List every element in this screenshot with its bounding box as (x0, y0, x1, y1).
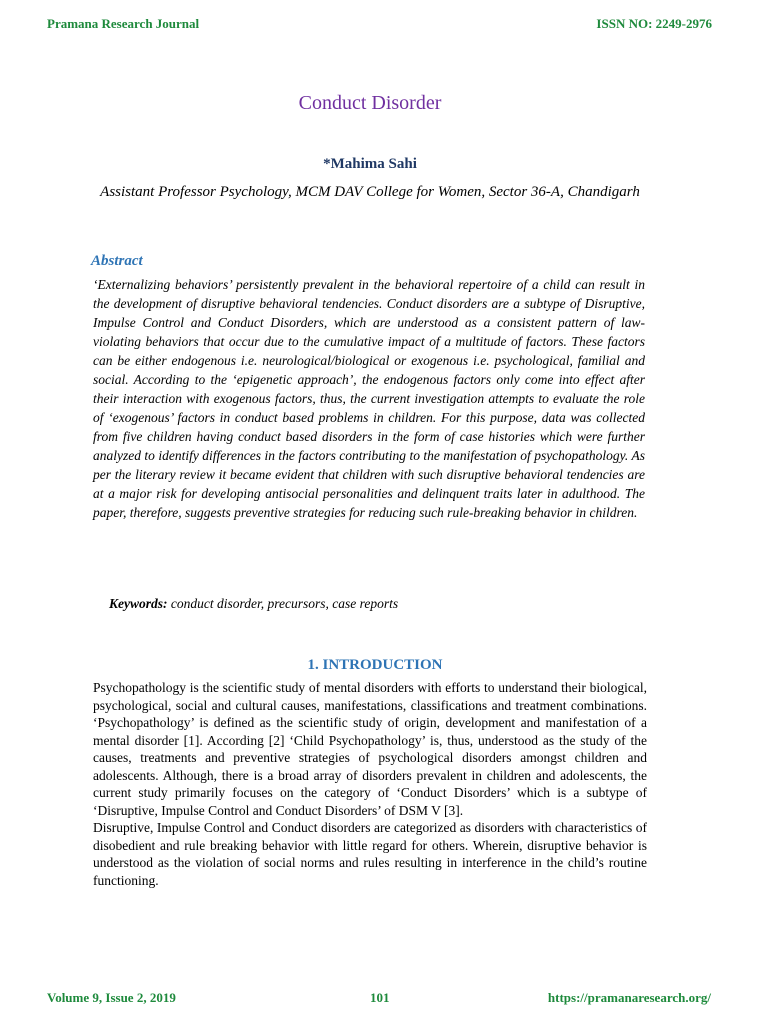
keywords-label: Keywords: (109, 596, 168, 611)
paper-title: Conduct Disorder (298, 92, 442, 114)
author-affiliation: Assistant Professor Psychology, MCM DAV College for Women, Sector 36-A, Chandigarh (100, 184, 640, 200)
abstract-heading: Abstract (91, 253, 143, 269)
intro-paragraph-2: Disruptive, Impulse Control and Conduct disorders are categorized as disorders with characteristics of disobedient and rule breaking behavior with little regard for others. Wherein, disruptive behavior is understood as the violation of social norms and rules resulting in interference in the child’s routine functioning. (93, 820, 647, 888)
footer-volume: Volume 9, Issue 2, 2019 (47, 990, 176, 1005)
intro-paragraph-1: Psychopathology is the scientific study of mental disorders with efforts to understand their biological, psychological, social and cultural causes, manifestations, classifications and treatment combinations. ‘Psychopathology’ is defined as the scientific study of origin, development and manifestation of a mental disorder [1]. According [2] ‘Child Psychopathology’ is, thus, understood as the study of the causes, treatments and preventive strategies of psychological disorders amongst children and adolescents. Although, there is a broad array of disorders prevalent in children and adolescents, the current study primarily focuses on the category of ‘Conduct Disorders’ which is a subtype of ‘Disruptive, Impulse Control and Conduct Disorders’ of DSM V [3]. (93, 680, 647, 818)
introduction-body (93, 679, 647, 889)
keywords-line (109, 596, 398, 612)
footer-page-number: 101 (370, 990, 390, 1005)
keywords-text: conduct disorder, precursors, case reports (167, 596, 399, 611)
footer-url-link[interactable]: https://pramanaresearch.org/ (547, 990, 711, 1005)
introduction-heading: 1. INTRODUCTION (307, 657, 443, 673)
abstract-text: ‘Externalizing behaviors’ persistently prevalent in the behavioral repertoire of a child can result in the development of disruptive behavioral tendencies. Conduct disorders are a subtype of Disruptive, Impulse Control and Conduct Disorders, which are understood as a consistent pattern of law-violating behaviors that occur due to the cumulative impact of a multitude of factors. These factors can be either endogenous i.e. neurological/biological or exogenous i.e. psychological, familial and social. According to the ‘epigenetic approach’, the endogenous factors only come into effect after their interaction with exogenous factors, thus, the current investigation attempts to evaluate the role of ‘exogenous’ factors in conduct based problems in children. For this purpose, data was collected from five children having conduct based disorders in the form of case histories which were further analyzed to identify differences in the factors contributing to the manifestation of psychopathology. As per the literary review it became evident that children with such disruptive behavioral tendencies are at a major risk for developing antisocial personalities and delinquent traits later in adulthood. The paper, therefore, suggests preventive strategies for reducing such rule-breaking behavior in children. (93, 277, 645, 520)
journal-name: Pramana Research Journal (47, 16, 200, 31)
author-name: *Mahima Sahi (323, 156, 417, 172)
issn-number: ISSN NO: 2249-2976 (596, 16, 712, 31)
